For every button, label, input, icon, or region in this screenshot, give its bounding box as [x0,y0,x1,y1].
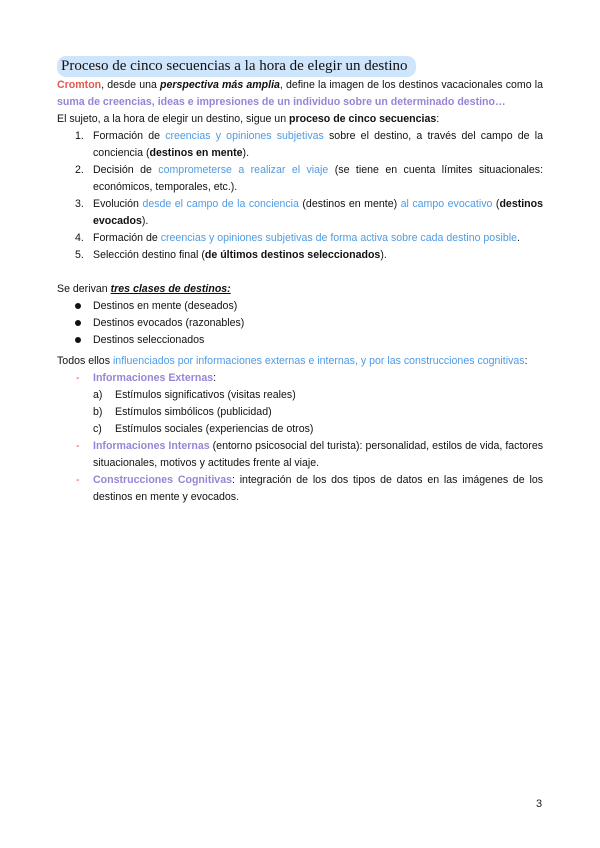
list-item: c) Estímulos sociales (experiencias de otros) [93,423,314,435]
dash-marker: - [76,372,80,384]
dash-marker: - [76,440,80,452]
destination-classes-list [57,298,543,349]
page-title: Proceso de cinco secuencias a la hora de elegir un destino [57,56,416,77]
externas-sublist [93,387,543,438]
list-item: Destinos seleccionados [57,332,543,349]
derivan-paragraph: Se derivan tres clases de destinos: [57,283,231,295]
step-item: 2. Decisión de comprometerse a realizar el viaje (se tiene en cuenta límites situacionales: económicos, temporales, etc.). [75,164,544,193]
spacer [57,264,543,281]
author-name: Cromton [57,79,102,91]
list-item: b) Estímulos simbólicos (publicidad) [93,406,272,418]
list-item: Destinos en mente (deseados) [57,298,543,315]
list-item: Destinos evocados (razonables) [57,315,543,332]
page-number: 3 [536,798,543,810]
underlined-emphasis: tres clases de destinos: [110,283,231,295]
steps-list [57,128,543,264]
bullet-icon [75,320,81,326]
list-item: - Informaciones Externas: a) Estímulos significativos (visitas reales) b) Estímulos simbólicos (publicidad) c) Estímulos sociales (experiencias de otros) [57,370,543,438]
step-item: 3. Evolución desde el campo de la conciencia (destinos en mente) al campo evocativo (destinos evocados). [75,198,544,227]
list-item: - Informaciones Internas (entorno psicosocial del turista): personalidad, estilos de vida, factores situacionales, motivos y actitudes frente al viaje. [76,440,544,469]
sujeto-paragraph: El sujeto, a la hora de elegir un destino, sigue un proceso de cinco secuencias: [57,113,440,125]
externas-label: Informaciones Externas [93,372,214,384]
dash-marker: - [76,474,80,486]
definition-highlight: suma de creencias, ideas e impresiones de un individuo sobre un determinado destino… [57,96,506,108]
list-item: a) Estímulos significativos (visitas reales) [93,389,296,401]
emphasis-text: perspectiva más amplia [160,79,280,91]
influences-list [57,370,543,506]
document-page [57,56,543,506]
todos-paragraph: Todos ellos influenciados por informaciones externas e internas, y por las construcciones cognitivas: [57,355,528,367]
list-item: - Construcciones Cognitivas: integración de los dos tipos de datos en las imágenes de los destinos en mente y evocados. [76,474,544,503]
step-item: 5. Selección destino final (de últimos destinos seleccionados). [75,249,387,261]
bullet-icon [75,303,81,309]
intro-paragraph: Cromton, desde una perspectiva más amplia, define la imagen de los destinos vacacionales como la suma de creencias, ideas e impresiones de un individuo sobre un determinado destino… [57,79,543,108]
cognitivas-label: Construcciones Cognitivas [93,474,232,486]
bullet-icon [75,337,81,343]
step-item: 4. Formación de creencias y opiniones subjetivas de forma activa sobre cada destino posible. [75,232,520,244]
step-item: 1. Formación de creencias y opiniones subjetivas sobre el destino, a través del campo de la conciencia (destinos en mente). [75,130,543,159]
internas-label: Informaciones Internas [93,440,210,452]
